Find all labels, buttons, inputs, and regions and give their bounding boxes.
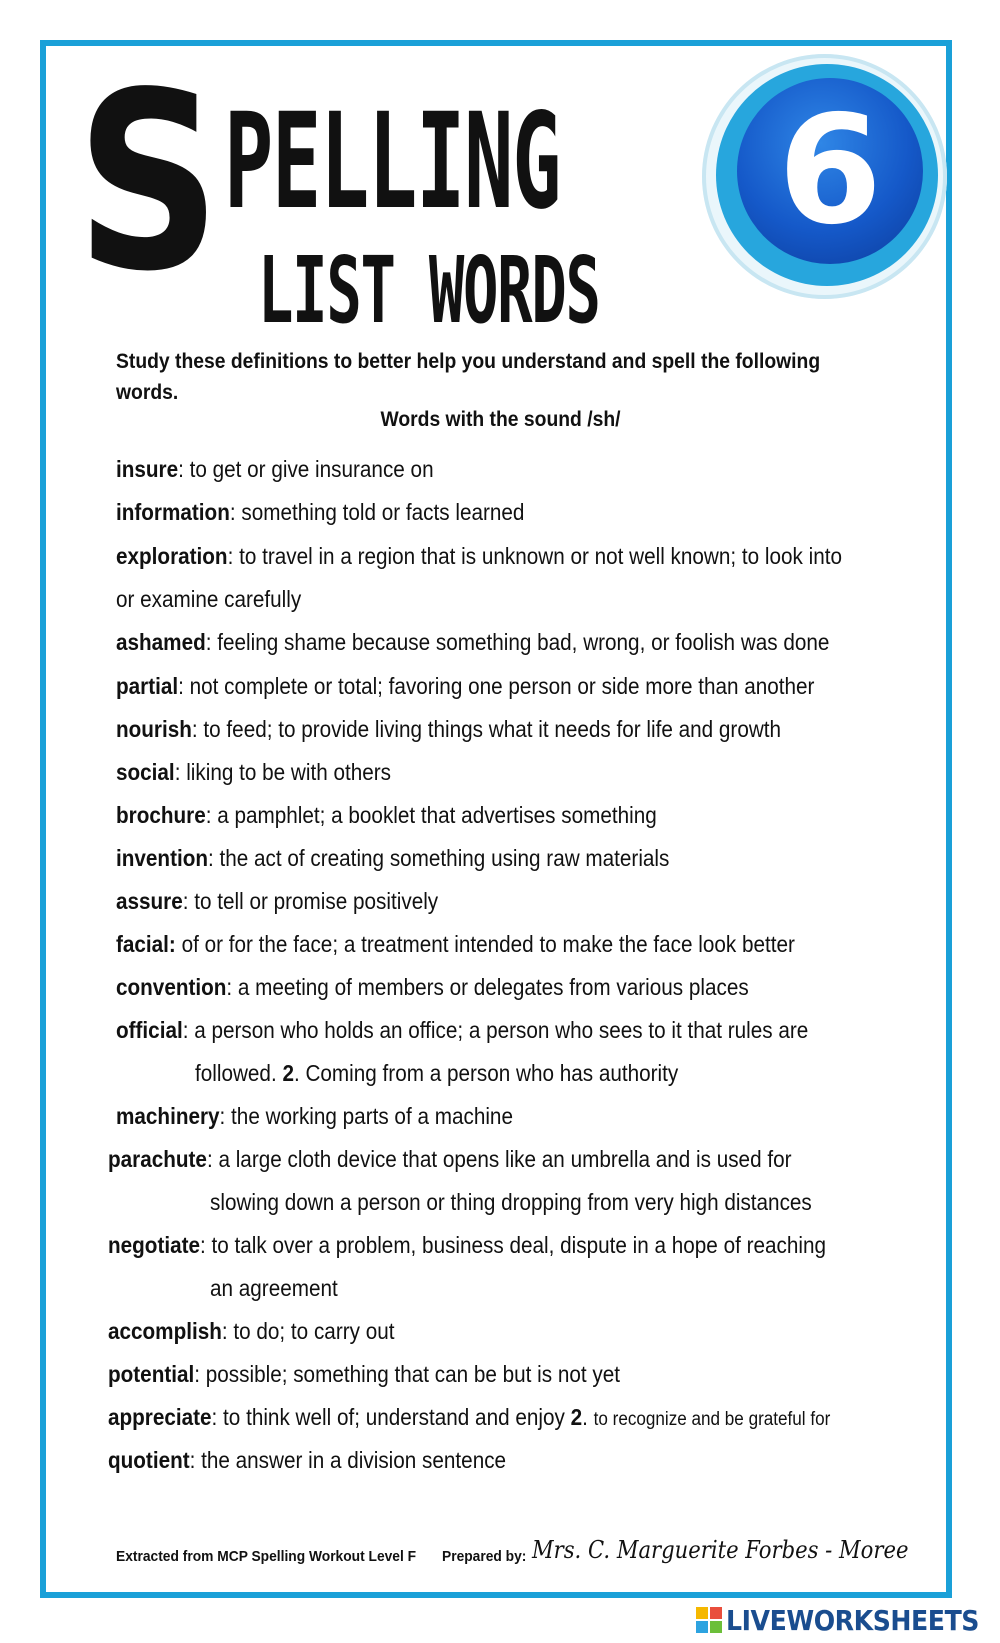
entry-word: negotiate	[108, 1232, 201, 1258]
entry-word: accomplish	[108, 1318, 222, 1344]
entry-word: potential	[108, 1361, 195, 1387]
subtitle-text: Words with the sound /sh/	[379, 408, 621, 431]
liveworksheets-icon	[696, 1607, 722, 1633]
entry-quotient	[108, 1439, 506, 1482]
liveworksheets-text: LIVEWORKSHEETS	[726, 1603, 980, 1637]
entry-word: parachute	[108, 1146, 207, 1172]
entry-word: ashamed	[116, 629, 206, 655]
entry-number: 2	[282, 1060, 294, 1086]
entry-def: : to talk over a problem, business deal, dispute in a hope of reaching	[200, 1232, 827, 1258]
entry-def: : to feed; to provide living things what it needs for life and growth	[191, 716, 782, 742]
entry-def: : a meeting of members or delegates from various places	[226, 974, 749, 1000]
entry-nourish	[116, 708, 781, 751]
intro-text: Study these definitions to better help you understand and spell the following words.	[116, 350, 821, 404]
liveworksheets-logo[interactable]	[696, 1604, 1000, 1636]
entry-def: : not complete or total; favoring one person or side more than another	[178, 673, 815, 699]
entry-def: : possible; something that can be but is not yet	[194, 1361, 621, 1387]
entry-def-small: to recognize and be grateful for	[593, 1409, 831, 1430]
logo-square	[710, 1621, 722, 1633]
entry-exploration	[116, 535, 842, 578]
entry-negotiate-cont	[210, 1267, 338, 1310]
logo-square	[696, 1621, 708, 1633]
footer-signature: Mrs. C. Marguerite Forbes - Moree	[532, 1536, 909, 1564]
entry-def: : a person who holds an office; a person who sees to it that rules are	[182, 1017, 809, 1043]
entry-def: .	[582, 1404, 594, 1430]
logo-square	[696, 1607, 708, 1619]
entry-invention	[116, 837, 669, 880]
entry-def: : something told or facts learned	[229, 499, 525, 525]
entry-negotiate	[108, 1224, 826, 1267]
entry-machinery	[116, 1095, 513, 1138]
entry-word: social	[116, 759, 175, 785]
entry-partial	[116, 665, 814, 708]
entry-def: : the answer in a division sentence	[189, 1447, 507, 1473]
entry-def: : liking to be with others	[174, 759, 392, 785]
footer-prepared-label: Prepared by:	[442, 1548, 527, 1565]
title-line2: LIST WORDS	[258, 237, 600, 344]
entry-def: : to think well of; understand and enjoy	[211, 1404, 571, 1430]
entry-def-cont: or examine carefully	[116, 586, 302, 612]
entry-def: : a pamphlet; a booklet that advertises something	[205, 802, 657, 828]
title-big-letter: S	[76, 40, 218, 325]
entry-def-cont: slowing down a person or thing dropping from very high distances	[210, 1189, 812, 1215]
entry-facial	[116, 923, 795, 966]
entry-word: appreciate	[108, 1404, 212, 1430]
entry-word: insure	[116, 456, 179, 482]
entry-brochure	[116, 794, 657, 837]
entry-word: brochure	[116, 802, 206, 828]
entry-def: : to get or give insurance on	[178, 456, 434, 482]
entry-appreciate	[108, 1396, 830, 1441]
entry-def: : a large cloth device that opens like an umbrella and is used for	[206, 1146, 792, 1172]
entry-def: : to do; to carry out	[221, 1318, 395, 1344]
entry-word: machinery	[116, 1103, 220, 1129]
entry-official	[116, 1009, 808, 1052]
entry-word: nourish	[116, 716, 192, 742]
entry-word: partial	[116, 673, 179, 699]
entry-parachute	[108, 1138, 791, 1181]
footer-source: Extracted from MCP Spelling Workout Level F	[116, 1548, 417, 1565]
entry-potential	[108, 1353, 620, 1396]
entry-def: : the working parts of a machine	[219, 1103, 513, 1129]
entry-word: official	[116, 1017, 183, 1043]
entry-word: facial:	[116, 931, 176, 957]
entry-word: convention	[116, 974, 227, 1000]
entry-def: of or for the face; a treatment intended to make the face look better	[175, 931, 795, 957]
entry-def: : feeling shame because something bad, wrong, or foolish was done	[205, 629, 830, 655]
badge-number: 6	[777, 84, 883, 258]
entry-information	[116, 491, 524, 534]
entry-accomplish	[108, 1310, 394, 1353]
entry-exploration-cont	[116, 578, 301, 621]
entry-convention	[116, 966, 749, 1009]
entry-word: quotient	[108, 1447, 190, 1473]
subtitle	[0, 408, 1000, 432]
entry-parachute-cont	[210, 1181, 812, 1224]
entry-ashamed	[116, 621, 829, 664]
entry-def: : to travel in a region that is unknown or not well known; to look into	[227, 543, 843, 569]
entry-social	[116, 751, 391, 794]
entry-word: invention	[116, 845, 209, 871]
entry-def-cont: an agreement	[210, 1275, 338, 1301]
entry-def: : the act of creating something using raw materials	[208, 845, 670, 871]
entry-def-cont: . Coming from a person who has authority	[293, 1060, 679, 1086]
entry-word: assure	[116, 888, 183, 914]
title-line1: PELLING	[224, 85, 561, 239]
entry-assure	[116, 880, 438, 923]
entry-official-cont	[195, 1052, 678, 1095]
entry-word: exploration	[116, 543, 228, 569]
entry-word: information	[116, 499, 230, 525]
entry-def-cont: followed.	[195, 1060, 283, 1086]
logo-square	[710, 1607, 722, 1619]
entry-insure	[116, 448, 434, 491]
entry-number: 2	[570, 1404, 583, 1430]
entry-def: : to tell or promise positively	[182, 888, 439, 914]
